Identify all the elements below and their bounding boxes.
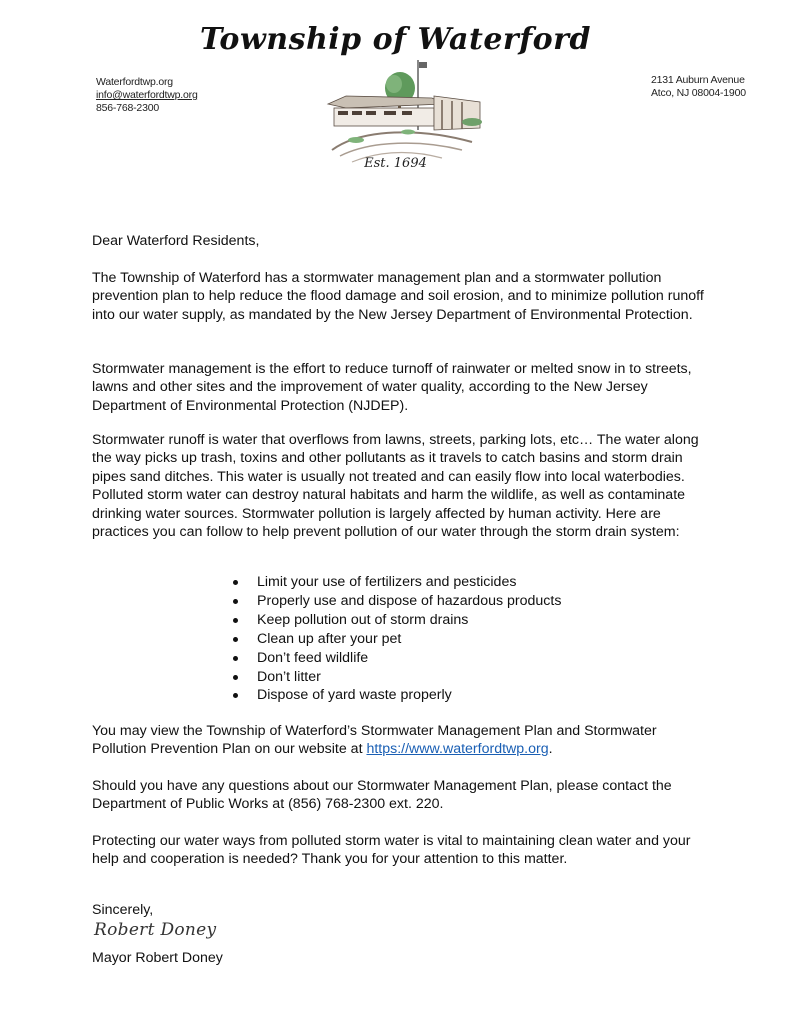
list-item: Don’t litter xyxy=(232,668,561,687)
city-address: Atco, NJ 08004-1900 xyxy=(651,87,746,99)
township-building-icon xyxy=(322,58,482,168)
email-link[interactable]: info@waterfordtwp.org xyxy=(96,89,198,101)
paragraph-text: Stormwater management is the effort to reduce turnoff of rainwater or melted snow in to streets, lawns and other sites and the improvement of water quality, according to the New Jersey Department of Environmental Protection (NJDEP). xyxy=(92,361,692,414)
street-address: 2131 Auburn Avenue xyxy=(651,74,745,86)
practices-list xyxy=(232,573,561,705)
paragraph-runoff xyxy=(92,431,712,541)
paragraph-text: Stormwater runoff is water that overflows from lawns, streets, parking lots, etc… The water along the way picks up trash, toxins and other pollutants as it travels to catch basins and storm drain pipes sand ditches. This water is usually not treated and can easily flow into local waterbodies. Polluted storm water can destroy natural habitats and harm the wildlife, as well as contaminate drinking water sources. Stormwater pollution is largely affected by human activity. Here are practices you can follow to help prevent pollution of our water through the storm drain system: xyxy=(92,432,699,541)
website-text-after: . xyxy=(548,741,553,758)
contact-info-left xyxy=(96,76,198,115)
greeting-text: Dear Waterford Residents, xyxy=(92,233,260,249)
paragraph-intro xyxy=(92,269,712,324)
closing-salutation xyxy=(92,901,712,919)
closing-text: Sincerely, xyxy=(92,902,154,918)
paragraph-closing xyxy=(92,832,712,869)
contact-info-right xyxy=(651,74,746,100)
letterhead-title: Township of Waterford xyxy=(200,22,591,57)
list-item: Clean up after your pet xyxy=(232,630,561,649)
paragraph-text: Should you have any questions about our Stormwater Management Plan, please contact the Department of Public Works at (856) 768-2300 ext. 220. xyxy=(92,778,672,813)
signature: Robert Doney xyxy=(94,920,217,940)
paragraph-contact xyxy=(92,777,712,814)
website-link[interactable]: https://www.waterfordtwp.org xyxy=(366,741,549,758)
list-item: Properly use and dispose of hazardous products xyxy=(232,592,561,611)
website-text-before: You may view the Township of Waterford’s Stormwater Management Plan and Stormwater Pollution Prevention Plan on our website at xyxy=(92,723,657,758)
paragraph-website xyxy=(92,722,712,759)
established-year: Est. 1694 xyxy=(364,156,427,171)
list-item: Keep pollution out of storm drains xyxy=(232,611,561,630)
list-item: Limit your use of fertilizers and pesticides xyxy=(232,573,561,592)
website-text: Waterfordtwp.org xyxy=(96,76,173,88)
letter-greeting xyxy=(92,232,712,250)
paragraph-definition xyxy=(92,360,712,415)
signer-name xyxy=(92,949,712,967)
paragraph-text xyxy=(92,722,712,759)
list-item: Don’t feed wildlife xyxy=(232,649,561,668)
paragraph-text: The Township of Waterford has a stormwater management plan and a stormwater pollution prevention plan to help reduce the flood damage and soil erosion, and to minimize pollution runoff into our water supply, as mandated by the New Jersey Department of Environmental Protection. xyxy=(92,270,704,323)
signer-text: Mayor Robert Doney xyxy=(92,950,223,966)
list-item: Dispose of yard waste properly xyxy=(232,686,561,705)
paragraph-text: Protecting our water ways from polluted storm water is vital to maintaining clean water and your help and cooperation is needed? Thank you for your attention to this matter. xyxy=(92,833,691,868)
phone-text: 856-768-2300 xyxy=(96,102,159,114)
